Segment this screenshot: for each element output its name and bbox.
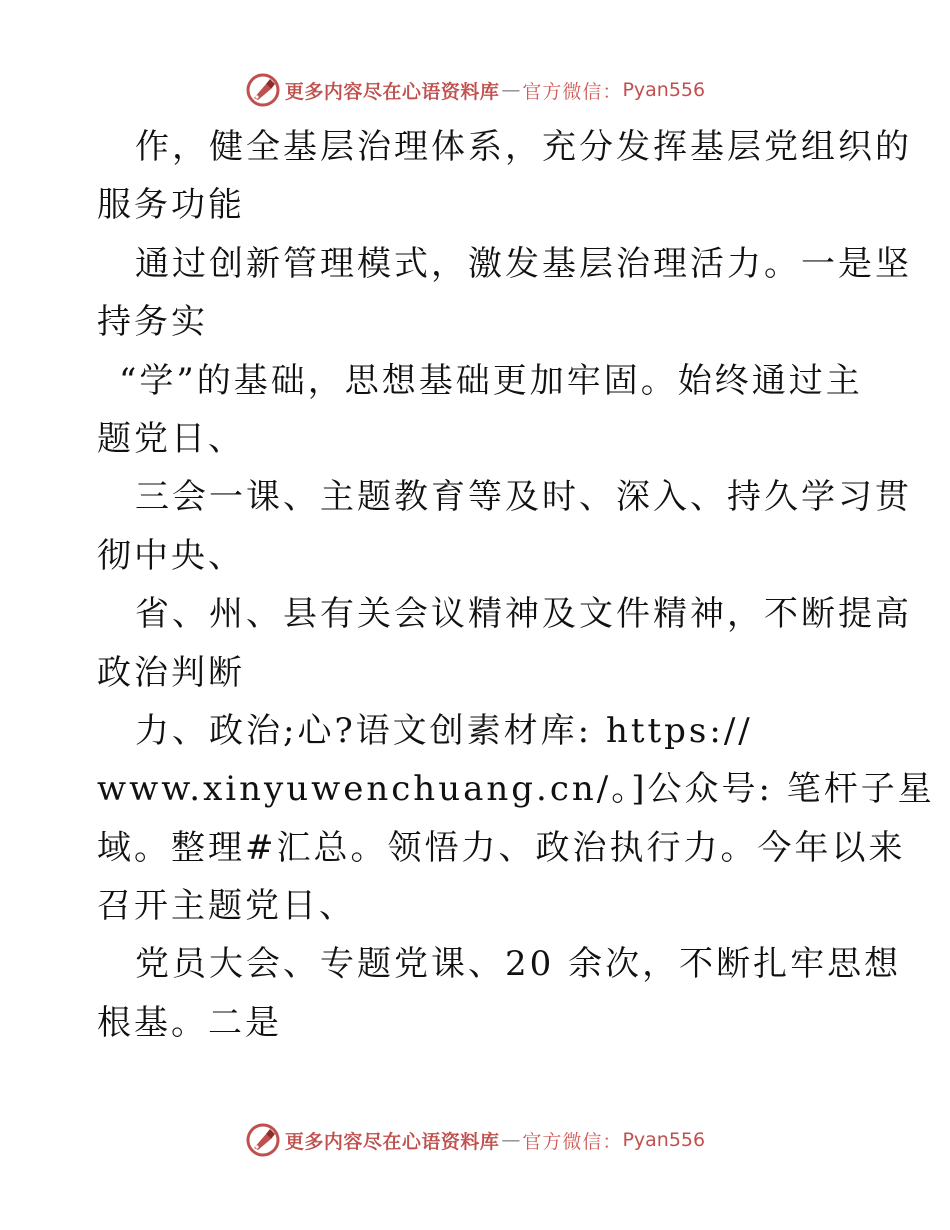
header-wechat-label: 官方微信： [522, 80, 623, 103]
text-line: 根基。二是 [97, 1002, 282, 1043]
text-line: 域。整理#汇总。领悟力、政治执行力。今年以来 [97, 827, 906, 868]
text-line: 作，健全基层治理体系，充分发挥基层党组织的 [135, 127, 912, 167]
header-brand: 更多内容尽在心语资料库 [284, 80, 500, 103]
pen-logo-icon [245, 72, 281, 108]
header-banner [0, 70, 950, 110]
text-line: 召开主题党日、 [97, 886, 356, 927]
footer-brand: 更多内容尽在心语资料库 [284, 1130, 500, 1153]
text-line: www.xinyuwenchuang.cn/。]公众号: 笔杆子星 [97, 769, 935, 810]
pen-logo-icon [245, 1122, 281, 1158]
text-line: 政治判断 [97, 652, 245, 693]
header-wechat-account: Pyan556 [622, 79, 706, 101]
text-line: 力、政治;心?语文创素材库: https:// [135, 710, 753, 751]
text-line: 持务实 [97, 302, 208, 343]
text-line: “学”的基础，思想基础更加牢固。始终通过主 [119, 360, 863, 401]
text-line: 党员大会、专题党课、20 余次，不断扎牢思想 [135, 944, 902, 985]
footer-wechat-account: Pyan556 [622, 1129, 706, 1151]
text-line: 省、州、县有关会议精神及文件精神，不断提高 [135, 594, 912, 635]
text-line: 三会一课、主题教育等及时、深入、持久学习贯 [135, 477, 912, 518]
text-line: 彻中央、 [97, 535, 245, 576]
header-separator: — [501, 79, 521, 101]
text-line: 服务功能 [97, 185, 245, 226]
footer-separator: — [501, 1129, 521, 1151]
text-line: 题党日、 [97, 418, 245, 459]
footer-wechat-label: 官方微信： [522, 1130, 623, 1153]
text-line: 通过创新管理模式，激发基层治理活力。一是坚 [135, 243, 912, 284]
footer-banner [0, 1120, 950, 1160]
document-body [97, 118, 935, 1052]
